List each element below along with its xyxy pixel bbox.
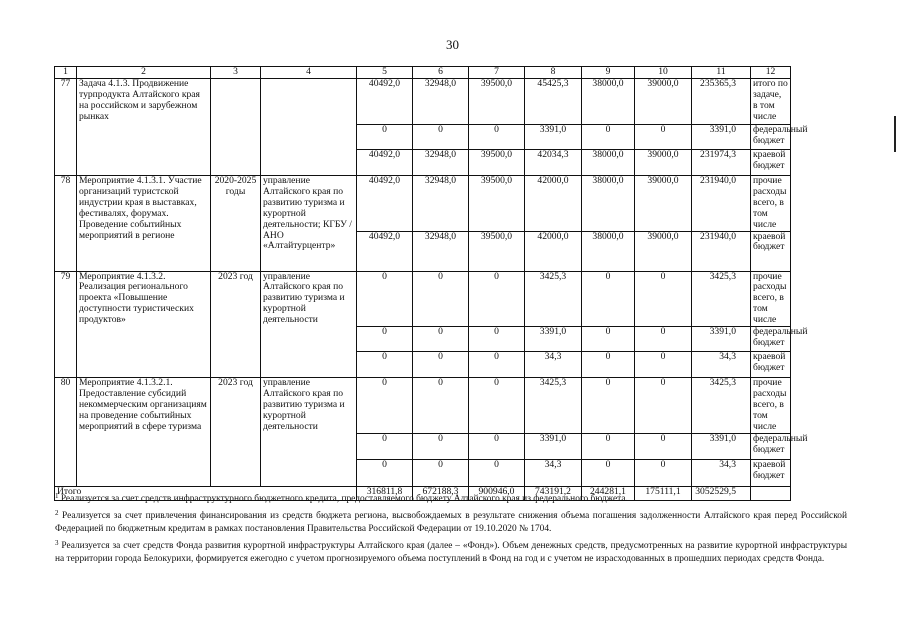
value-cell: 0 — [413, 352, 469, 378]
period: 2023 год — [211, 378, 261, 487]
value-cell: 3425,3 — [692, 378, 751, 434]
value-cell: 0 — [357, 378, 413, 434]
value-cell: 0 — [357, 271, 413, 327]
total-value-cell: 244281,1 — [582, 486, 635, 500]
funding-source: итого по задаче, в том числе — [751, 79, 791, 125]
value-cell: 3425,3 — [692, 271, 751, 327]
value-cell: 39500,0 — [469, 176, 525, 232]
header-cell: 5 — [357, 67, 413, 79]
value-cell: 0 — [635, 378, 692, 434]
value-cell: 0 — [357, 459, 413, 486]
value-cell: 39000,0 — [635, 79, 692, 125]
footnotes — [55, 490, 847, 567]
value-cell: 40492,0 — [357, 79, 413, 125]
footnote-mark: 3 — [55, 539, 59, 547]
total-value-cell: 672188,3 — [413, 486, 469, 500]
activity-title: Мероприятие 4.1.3.1. Участие организаций туристской индустрии края в выставках, фестивалях, форумах. Проведение событийных мероприятий в регионе — [77, 176, 211, 272]
header-cell: 2 — [77, 67, 211, 79]
footnote-text: Реализуется за счет средств инфраструктурного бюджетного кредита, предоставляемого бюджету Алтайского края из федерального бюджета. — [60, 494, 628, 504]
row-number: 77 — [55, 79, 77, 176]
value-cell: 39000,0 — [635, 150, 692, 176]
footnote — [55, 537, 847, 566]
footnote — [55, 507, 847, 536]
row-number: 79 — [55, 271, 77, 378]
table-row — [55, 271, 791, 327]
value-cell: 0 — [413, 459, 469, 486]
value-cell: 0 — [357, 327, 413, 352]
value-cell: 0 — [582, 125, 635, 150]
header-cell: 9 — [582, 67, 635, 79]
header-cell: 3 — [211, 67, 261, 79]
value-cell: 0 — [582, 352, 635, 378]
funding-source: краевой бюджет — [751, 459, 791, 486]
value-cell: 0 — [413, 125, 469, 150]
value-cell: 0 — [635, 433, 692, 459]
value-cell: 0 — [582, 327, 635, 352]
value-cell: 32948,0 — [413, 231, 469, 271]
header-cell: 8 — [525, 67, 582, 79]
total-label: Итого — [55, 486, 357, 500]
executor: управление Алтайского края по развитию туризма и курортной деятельности; КГБУ / АНО «Алтайтурцентр» — [261, 176, 357, 272]
footnote-text: Реализуется за счет средств Фонда развития курортной инфраструктуры Алтайского края (далее – «Фонд»). Объем денежных средств, предусмотренных на развитие курортной инфраструктуры на территории города Белокурихи, формируется ежегодно с учетом прогнозируемого объема поступлений в Фонд на год и с учетом не израсходованных в прошедших периодах средств Фонда. — [55, 541, 847, 564]
row-number: 80 — [55, 378, 77, 487]
value-cell: 3391,0 — [692, 327, 751, 352]
header-cell: 10 — [635, 67, 692, 79]
value-cell: 0 — [413, 378, 469, 434]
value-cell: 3425,3 — [525, 271, 582, 327]
value-cell: 235365,3 — [692, 79, 751, 125]
value-cell: 39000,0 — [635, 176, 692, 232]
value-cell: 32948,0 — [413, 150, 469, 176]
header-cell: 12 — [751, 67, 791, 79]
value-cell: 0 — [469, 378, 525, 434]
value-cell: 39000,0 — [635, 231, 692, 271]
value-cell: 34,3 — [692, 459, 751, 486]
footnote-mark: 1 — [55, 492, 59, 500]
funding-source: краевой бюджет — [751, 352, 791, 378]
value-cell: 0 — [469, 433, 525, 459]
value-cell: 34,3 — [525, 459, 582, 486]
budget-table — [54, 66, 808, 501]
executor — [261, 79, 357, 176]
funding-source: краевой бюджет — [751, 231, 791, 271]
total-value-cell: 3052529,5 — [692, 486, 751, 500]
value-cell: 45425,3 — [525, 79, 582, 125]
table-row — [55, 79, 791, 125]
value-cell: 3391,0 — [692, 433, 751, 459]
header-cell: 7 — [469, 67, 525, 79]
value-cell: 38000,0 — [582, 150, 635, 176]
value-cell: 42000,0 — [525, 231, 582, 271]
funding-source: федеральный бюджет — [751, 327, 791, 352]
funding-source: прочие расходы всего, в том числе — [751, 176, 791, 232]
value-cell: 0 — [357, 125, 413, 150]
total-value-cell: 743191,2 — [525, 486, 582, 500]
funding-source: прочие расходы всего, в том числе — [751, 271, 791, 327]
value-cell: 0 — [469, 271, 525, 327]
value-cell: 38000,0 — [582, 176, 635, 232]
total-value-cell: 316811,8 — [357, 486, 413, 500]
header-cell: 11 — [692, 67, 751, 79]
value-cell: 3391,0 — [525, 125, 582, 150]
funding-source: краевой бюджет — [751, 150, 791, 176]
value-cell: 3391,0 — [692, 125, 751, 150]
value-cell: 32948,0 — [413, 176, 469, 232]
scan-edge-mark — [894, 116, 896, 152]
value-cell: 40492,0 — [357, 176, 413, 232]
executor: управление Алтайского края по развитию туризма и курортной деятельности — [261, 271, 357, 378]
executor: управление Алтайского края по развитию туризма и курортной деятельности — [261, 378, 357, 487]
footnote — [55, 490, 847, 506]
value-cell: 39500,0 — [469, 79, 525, 125]
page-number: 30 — [446, 37, 459, 52]
header-cell: 6 — [413, 67, 469, 79]
value-cell: 0 — [635, 271, 692, 327]
value-cell: 42034,3 — [525, 150, 582, 176]
value-cell: 42000,0 — [525, 176, 582, 232]
total-value-cell: 900946,0 — [469, 486, 525, 500]
funding-source: прочие расходы всего, в том числе — [751, 378, 791, 434]
funding-source: федеральный бюджет — [751, 125, 791, 150]
value-cell: 0 — [635, 459, 692, 486]
header-row — [55, 67, 791, 79]
value-cell: 38000,0 — [582, 231, 635, 271]
activity-title: Мероприятие 4.1.3.2.1. Предоставление субсидий некоммерческим организациям на проведение событийных мероприятий в сфере туризма — [77, 378, 211, 487]
value-cell: 34,3 — [692, 352, 751, 378]
value-cell: 0 — [582, 459, 635, 486]
footnote-text: Реализуется за счет привлечения финансирования из средств бюджета региона, высвобождаемых в результате снижения объема погашения задолженности Алтайского края перед Российской Федерацией по бюджетным кредитам в рамках постановления Правительства Российской Федерации от 19.10.2020 № 1704. — [55, 511, 847, 534]
table-row — [55, 378, 791, 434]
total-value-cell: 175111,1 — [635, 486, 692, 500]
value-cell: 32948,0 — [413, 79, 469, 125]
value-cell: 0 — [469, 125, 525, 150]
activity-title: Задача 4.1.3. Продвижение турпродукта Алтайского края на российском и зарубежном рынках — [77, 79, 211, 176]
table-row — [55, 176, 791, 232]
value-cell: 0 — [635, 327, 692, 352]
value-cell: 0 — [357, 433, 413, 459]
value-cell: 231940,0 — [692, 176, 751, 232]
period — [211, 79, 261, 176]
value-cell: 0 — [469, 459, 525, 486]
value-cell: 0 — [635, 352, 692, 378]
footnote-mark: 2 — [55, 509, 59, 517]
value-cell: 0 — [582, 378, 635, 434]
value-cell: 40492,0 — [357, 150, 413, 176]
value-cell: 3425,3 — [525, 378, 582, 434]
value-cell: 34,3 — [525, 352, 582, 378]
value-cell: 3391,0 — [525, 327, 582, 352]
value-cell: 0 — [413, 327, 469, 352]
row-number: 78 — [55, 176, 77, 272]
period: 2020-2025 годы — [211, 176, 261, 272]
value-cell: 231974,3 — [692, 150, 751, 176]
header-cell: 1 — [55, 67, 77, 79]
value-cell: 40492,0 — [357, 231, 413, 271]
period: 2023 год — [211, 271, 261, 378]
header-cell: 4 — [261, 67, 357, 79]
value-cell: 3391,0 — [525, 433, 582, 459]
value-cell: 0 — [582, 433, 635, 459]
activity-title: Мероприятие 4.1.3.2. Реализация регионального проекта «Повышение доступности туристических продуктов» — [77, 271, 211, 378]
value-cell: 38000,0 — [582, 79, 635, 125]
value-cell: 0 — [469, 352, 525, 378]
value-cell: 0 — [635, 125, 692, 150]
value-cell: 0 — [357, 352, 413, 378]
value-cell: 0 — [413, 433, 469, 459]
value-cell: 0 — [582, 271, 635, 327]
value-cell: 231940,0 — [692, 231, 751, 271]
value-cell: 39500,0 — [469, 150, 525, 176]
funding-source: федеральный бюджет — [751, 433, 791, 459]
value-cell: 0 — [413, 271, 469, 327]
value-cell: 0 — [469, 327, 525, 352]
value-cell: 39500,0 — [469, 231, 525, 271]
